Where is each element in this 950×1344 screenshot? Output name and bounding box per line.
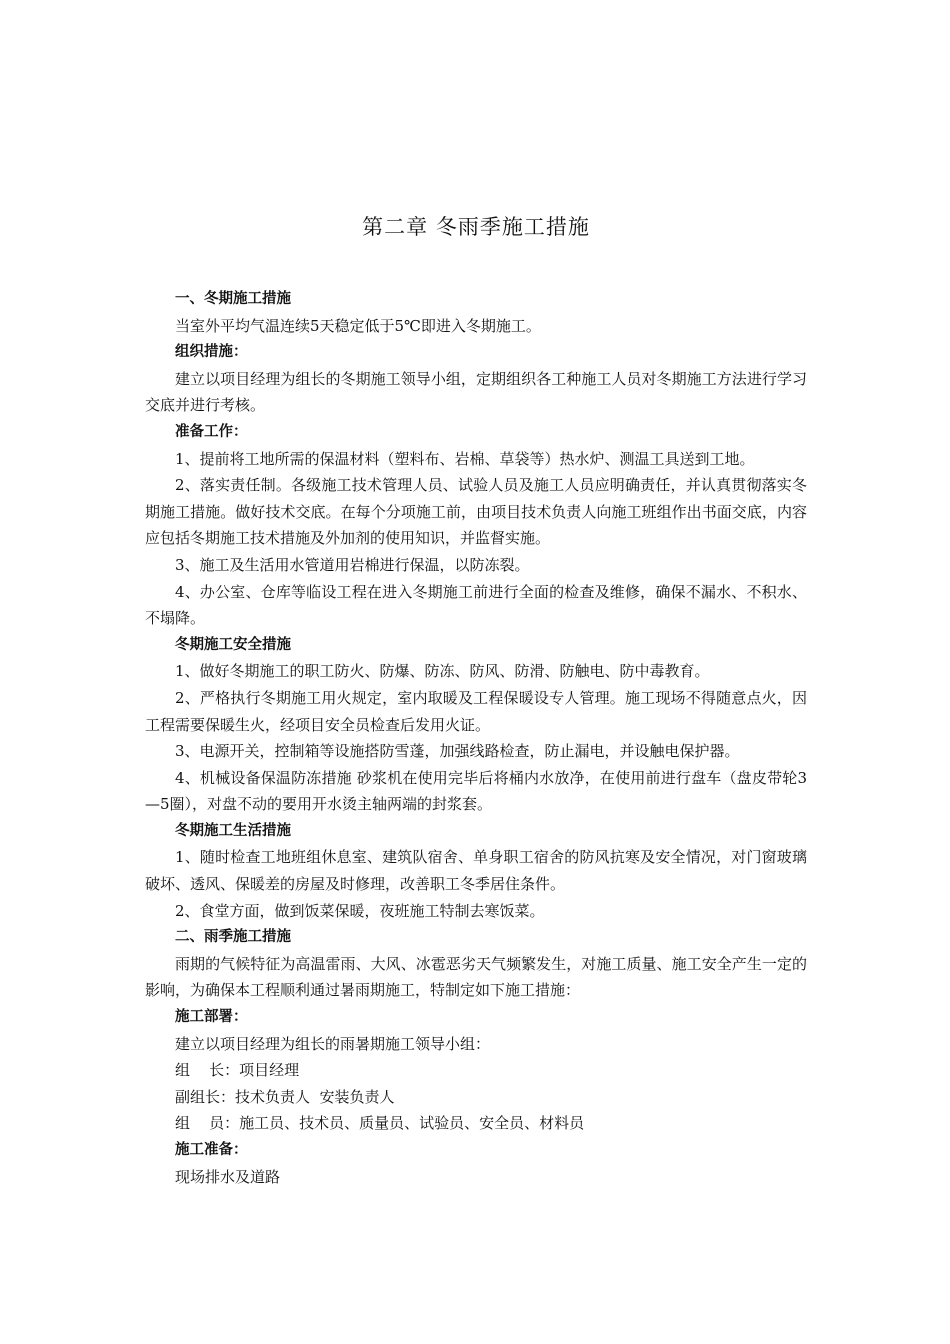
paragraph: 3、施工及生活用水管道用岩棉进行保温，以防冻裂。 bbox=[175, 555, 530, 574]
paragraph: 当室外平均气温连续5天稳定低于5℃即进入冬期施工。 bbox=[175, 316, 541, 335]
section-heading: 施工准备： bbox=[175, 1142, 248, 1158]
paragraph: 现场排水及道路 bbox=[175, 1167, 281, 1186]
section-heading: 一、冬期施工措施 bbox=[175, 291, 291, 307]
paragraph: 1、提前将工地所需的保温材料（塑料布、岩棉、草袋等）热水炉、测温工具送到工地。 bbox=[175, 449, 755, 468]
paragraph: 1、做好冬期施工的职工防火、防爆、防冻、防风、防滑、防触电、防中毒教育。 bbox=[175, 662, 710, 681]
section-heading: 准备工作： bbox=[175, 423, 248, 440]
paragraph: 2、严格执行冬期施工用火规定，室内取暖及工程保暖设专人管理。施工现场不得随意点火，因工程需要保暖生火，经项目安全员检查后发用火证。 bbox=[145, 688, 807, 734]
paragraph: 2、食堂方面，做到饭菜保暖，夜班施工特制去寒饭菜。 bbox=[175, 901, 545, 920]
section-heading: 二、雨季施工措施 bbox=[175, 929, 291, 946]
paragraph: 4、机械设备保温防冻措施 砂浆机在使用完毕后将桶内水放净，在使用前进行盘车（盘皮带轮3—5圈），对盘不动的要用开水烫主轴两端的封浆套。 bbox=[145, 768, 807, 814]
paragraph: 雨期的气候特征为高温雷雨、大风、冰雹恶劣天气频繁发生，对施工质量、施工安全产生一定的影响，为确保本工程顺利通过暑雨期施工，特制定如下施工措施： bbox=[145, 954, 807, 1000]
paragraph: 4、办公室、仓库等临设工程在进入冬期施工前进行全面的检查及维修，确保不漏水、不积水、不塌降。 bbox=[145, 582, 807, 628]
section-heading: 组织措施： bbox=[175, 344, 248, 361]
paragraph: 副组长：技术负责人 安装负责人 bbox=[175, 1087, 395, 1106]
paragraph: 建立以项目经理为组长的冬期施工领导小组，定期组织各工种施工人员对冬期施工方法进行学习交底并进行考核。 bbox=[145, 369, 807, 415]
section-heading: 施工部署： bbox=[175, 1009, 248, 1026]
paragraph: 2、落实责任制。各级施工技术管理人员、试验人员及施工人员应明确责任，并认真贯彻落实冬期施工措施。做好技术交底。在每个分项施工前，由项目技术负责人向施工班组作出书面交底，内容应包括冬期施工技术措施及外加剂的使用知识，并监督实施。 bbox=[145, 476, 807, 548]
section-heading: 冬期施工安全措施 bbox=[175, 636, 291, 653]
paragraph: 3、电源开关，控制箱等设施搭防雪蓬，加强线路检查，防止漏电，并设触电保护器。 bbox=[175, 742, 740, 761]
section-heading: 冬期施工生活措施 bbox=[175, 822, 291, 839]
paragraph: 组 长：项目经理 bbox=[175, 1061, 300, 1080]
document-page bbox=[145, 212, 807, 1190]
document-body bbox=[145, 286, 807, 1190]
paragraph: 组 员：施工员、技术员、质量员、试验员、安全员、材料员 bbox=[175, 1114, 585, 1133]
chapter-title: 第二章 冬雨季施工措施 bbox=[362, 215, 590, 239]
paragraph: 建立以项目经理为组长的雨暑期施工领导小组： bbox=[175, 1034, 491, 1053]
paragraph: 1、随时检查工地班组休息室、建筑队宿舍、单身职工宿舍的防风抗寒及安全情况，对门窗玻璃破坏、透风、保暖差的房屋及时修理，改善职工冬季居住条件。 bbox=[145, 848, 807, 894]
